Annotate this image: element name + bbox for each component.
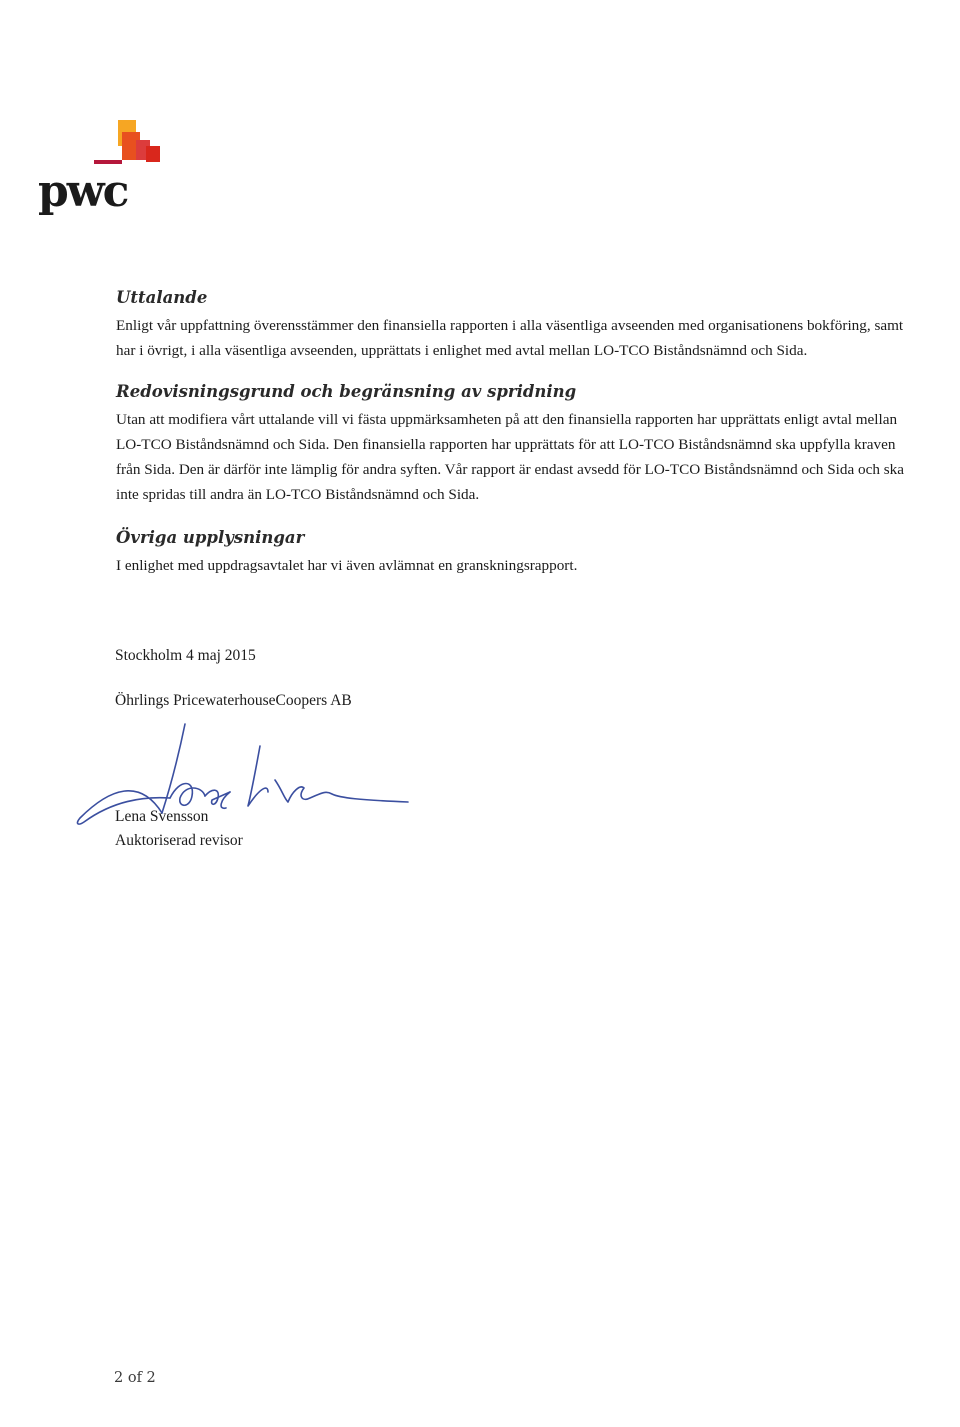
document-body [116,287,906,579]
pwc-logo [38,118,168,228]
place-date: Stockholm 4 maj 2015 [115,647,256,664]
signer-title: Auktoriserad revisor [115,832,243,849]
signature-stroke [275,780,408,802]
firm-name: Öhrlings PricewaterhouseCoopers AB [115,692,352,709]
logo-block [94,160,122,164]
section-redovisningsgrund [116,381,906,507]
section-title: Övriga upplysningar [116,528,305,548]
section-text: I enlighet med uppdragsavtalet har vi även avlämnat en granskningsrapport. [116,557,578,575]
signature-stroke [248,746,268,806]
pwc-logo-mark [38,118,168,168]
signer-name: Lena Svensson [115,808,209,825]
page-number: 2 of 2 [114,1370,156,1386]
signature-stroke [162,724,185,813]
logo-block [146,146,160,162]
section-title: Uttalande [116,288,208,307]
section-text: Utan att modifiera vårt uttalande vill vi fästa uppmärksamheten på att den finansiella rapporten har upprättats enligt avtal mellan LO-TCO Biståndsnämnd och Sida. Den finansiella rapporten har upprättats för att LO-TCO Biståndsnämnd ska uppfylla kraven från Sida. Den är därför inte lämplig för andra syften. Vår rapport är endast avsedd för LO-TCO Biståndsnämnd och Sida och ska inte spridas till andra än LO-TCO Biståndsnämnd och Sida. [116,411,904,503]
signature-stroke [170,784,205,806]
signature-stroke [205,790,230,804]
section-text: Enligt vår uppfattning överensstämmer den finansiella rapporten i alla väsentliga avseenden med organisationens bokföring, samt har i övrigt, i alla väsentliga avseenden, upprättats i enlighet med avtal mellan LO-TCO Biståndsnämnd och Sida. [116,317,904,359]
section-uttalande [116,287,906,363]
pwc-wordmark: pwc [38,166,128,217]
section-ovriga-upplysningar [116,527,906,579]
section-title: Redovisningsgrund och begränsning av spridning [116,382,577,402]
